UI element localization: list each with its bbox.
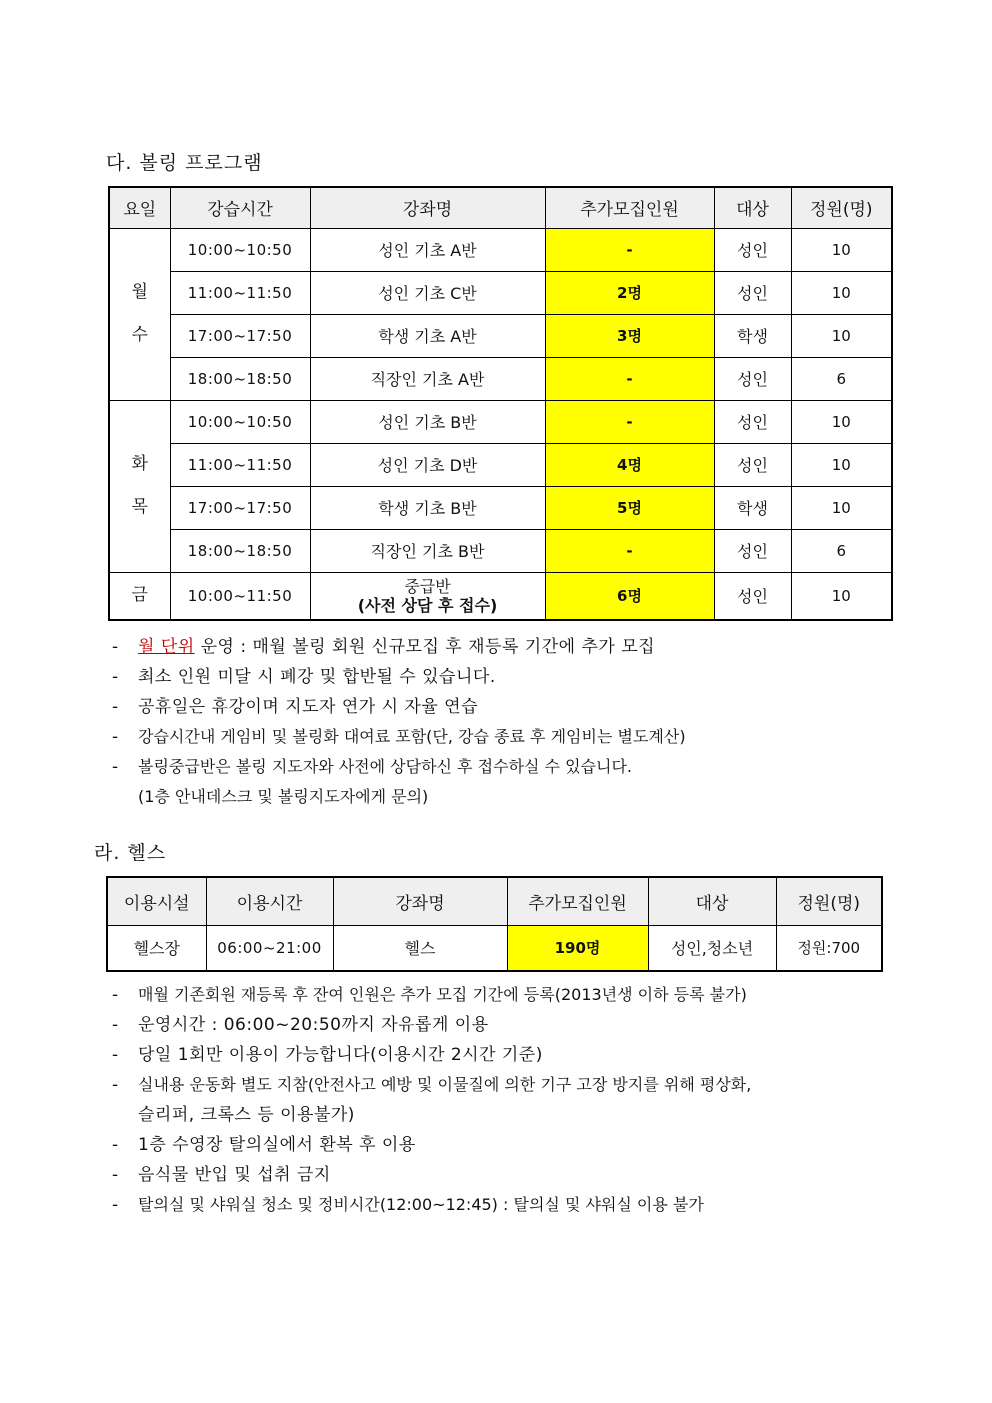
capacity-cell: 정원:700 [776,925,882,971]
extra-cell: - [545,529,714,572]
extra-cell: 190명 [507,925,648,971]
note-text: 공휴일은 휴강이며 지도자 연가 시 자율 연습 [138,697,479,717]
time-cell: 18:00~18:50 [170,529,310,572]
time-cell: 11:00~11:50 [170,443,310,486]
note-text: 운영시간 : 06:00~20:50까지 자유롭게 이용 [138,1015,489,1035]
bullet-dash: - [112,985,119,1005]
list-item [112,1130,751,1160]
capacity-cell: 10 [791,271,892,314]
note-text: 강습시간내 게임비 및 볼링화 대여료 포함(단, 강습 종료 후 게임비는 별도계산) [138,727,686,746]
table-header-row [109,187,892,228]
bullet-dash: - [112,1165,119,1185]
target-cell: 성인 [714,228,791,271]
health-notes-list [112,980,751,1220]
bullet-dash: - [112,757,119,777]
header-facility: 이용시설 [107,877,206,925]
health-section-title: 라. 헬스 [94,842,167,864]
list-item [112,722,686,752]
table-row [109,357,892,400]
table-row [107,925,882,971]
extra-cell: 3명 [545,314,714,357]
bullet-dash: - [112,697,119,717]
target-cell: 성인 [714,529,791,572]
bullet-dash: - [112,1015,119,1035]
time-cell: 10:00~10:50 [170,228,310,271]
capacity-cell: 10 [791,572,892,620]
course-cell: 성인 기초 A반 [310,228,545,271]
day-cell-fri: 금 [109,572,170,620]
course-cell: 학생 기초 A반 [310,314,545,357]
table-row [109,271,892,314]
header-target: 대상 [714,187,791,228]
table-row [109,529,892,572]
header-extra: 추가모집인원 [545,187,714,228]
table-row [109,486,892,529]
table-row [109,228,892,271]
target-cell: 성인 [714,443,791,486]
course-cell: 직장인 기초 B반 [310,529,545,572]
course-cell: 성인 기초 D반 [310,443,545,486]
bullet-dash: - [112,637,119,657]
list-item [112,782,686,812]
bowling-notes-list [112,632,686,812]
bullet-dash: - [112,1135,119,1155]
table-row [109,314,892,357]
bullet-dash: - [112,667,119,687]
header-time: 강습시간 [170,187,310,228]
list-item [112,1100,751,1130]
target-cell: 성인 [714,357,791,400]
target-cell: 성인 [714,271,791,314]
facility-cell: 헬스장 [107,925,206,971]
extra-cell: - [545,228,714,271]
bullet-dash: - [112,1045,119,1065]
course-cell: 성인 기초 B반 [310,400,545,443]
day-cell-mon-wed [109,228,170,400]
note-text: 1층 수영장 탈의실에서 환복 후 이용 [138,1135,416,1155]
target-cell: 성인 [714,400,791,443]
capacity-cell: 10 [791,314,892,357]
header-time: 이용시간 [206,877,333,925]
note-text: 매월 기존회원 재등록 후 잔여 인원은 추가 모집 기간에 등록(2013년생 이하 등록 불가) [138,985,747,1004]
note-text: (1층 안내데스크 및 볼링지도자에게 문의) [138,787,429,806]
note-text: 최소 인원 미달 시 폐강 및 합반될 수 있습니다. [138,667,496,687]
note-text: 실내용 운동화 별도 지참(안전사고 예방 및 이물질에 의한 기구 고장 방지를 위해 평상화, [138,1075,752,1094]
target-cell: 학생 [714,314,791,357]
time-cell: 10:00~11:50 [170,572,310,620]
course-cell: 직장인 기초 A반 [310,357,545,400]
target-cell: 학생 [714,486,791,529]
list-item [112,980,751,1010]
note-text: 당일 1회만 이용이 가능합니다(이용시간 2시간 기준) [138,1045,543,1065]
time-cell: 11:00~11:50 [170,271,310,314]
monthly-unit-label: 월 단위 [138,637,195,657]
course-cell: 학생 기초 B반 [310,486,545,529]
time-cell: 10:00~10:50 [170,400,310,443]
note-text: 운영 : 매월 볼링 회원 신규모집 후 재등록 기간에 추가 모집 [194,637,656,657]
note-text: 볼링중급반은 볼링 지도자와 사전에 상담하신 후 접수하실 수 있습니다. [138,757,632,776]
course-cell [310,572,545,620]
table-row [109,400,892,443]
list-item [112,1070,751,1100]
day-cell-tue-thu [109,400,170,572]
header-course: 강좌명 [333,877,507,925]
header-target: 대상 [648,877,776,925]
extra-cell: 5명 [545,486,714,529]
header-course: 강좌명 [310,187,545,228]
extra-cell: - [545,357,714,400]
day-label: 수 [131,325,148,345]
target-cell: 성인,청소년 [648,925,776,971]
bullet-dash: - [112,1075,119,1095]
day-label: 월 [131,282,148,302]
target-cell: 성인 [714,572,791,620]
note-text: 슬리퍼, 크록스 등 이용불가) [138,1105,355,1125]
capacity-cell: 6 [791,529,892,572]
list-item [112,1040,751,1070]
capacity-cell: 6 [791,357,892,400]
extra-cell: 6명 [545,572,714,620]
course-cell: 성인 기초 C반 [310,271,545,314]
bowling-schedule-table [108,186,893,621]
note-text: 음식물 반입 및 섭취 금지 [138,1165,331,1185]
time-cell: 18:00~18:50 [170,357,310,400]
time-cell: 17:00~17:50 [170,486,310,529]
capacity-cell: 10 [791,228,892,271]
course-cell: 헬스 [333,925,507,971]
time-cell: 06:00~21:00 [206,925,333,971]
bullet-dash: - [112,727,119,747]
list-item [112,662,686,692]
bullet-dash: - [112,1195,119,1215]
note-text: 탈의실 및 샤워실 청소 및 정비시간(12:00~12:45) : 탈의실 및 샤워실 이용 불가 [138,1195,704,1214]
header-capacity: 정원(명) [791,187,892,228]
table-row [109,443,892,486]
capacity-cell: 10 [791,400,892,443]
list-item [112,752,686,782]
list-item [112,692,686,722]
time-cell: 17:00~17:50 [170,314,310,357]
table-row [109,572,892,620]
list-item [112,1190,751,1220]
header-day: 요일 [109,187,170,228]
capacity-cell: 10 [791,443,892,486]
list-item [112,632,686,662]
list-item [112,1010,751,1040]
bowling-section-title: 다. 볼링 프로그램 [106,152,263,174]
day-label: 목 [131,497,148,517]
extra-cell: 2명 [545,271,714,314]
extra-cell: 4명 [545,443,714,486]
table-header-row [107,877,882,925]
day-label: 화 [131,454,148,474]
header-extra: 추가모집인원 [507,877,648,925]
header-capacity: 정원(명) [776,877,882,925]
extra-cell: - [545,400,714,443]
course-note: (사전 상담 후 접수) [357,595,498,615]
list-item [112,1160,751,1190]
capacity-cell: 10 [791,486,892,529]
course-name: 중급반 [404,576,451,596]
health-table [106,876,883,972]
